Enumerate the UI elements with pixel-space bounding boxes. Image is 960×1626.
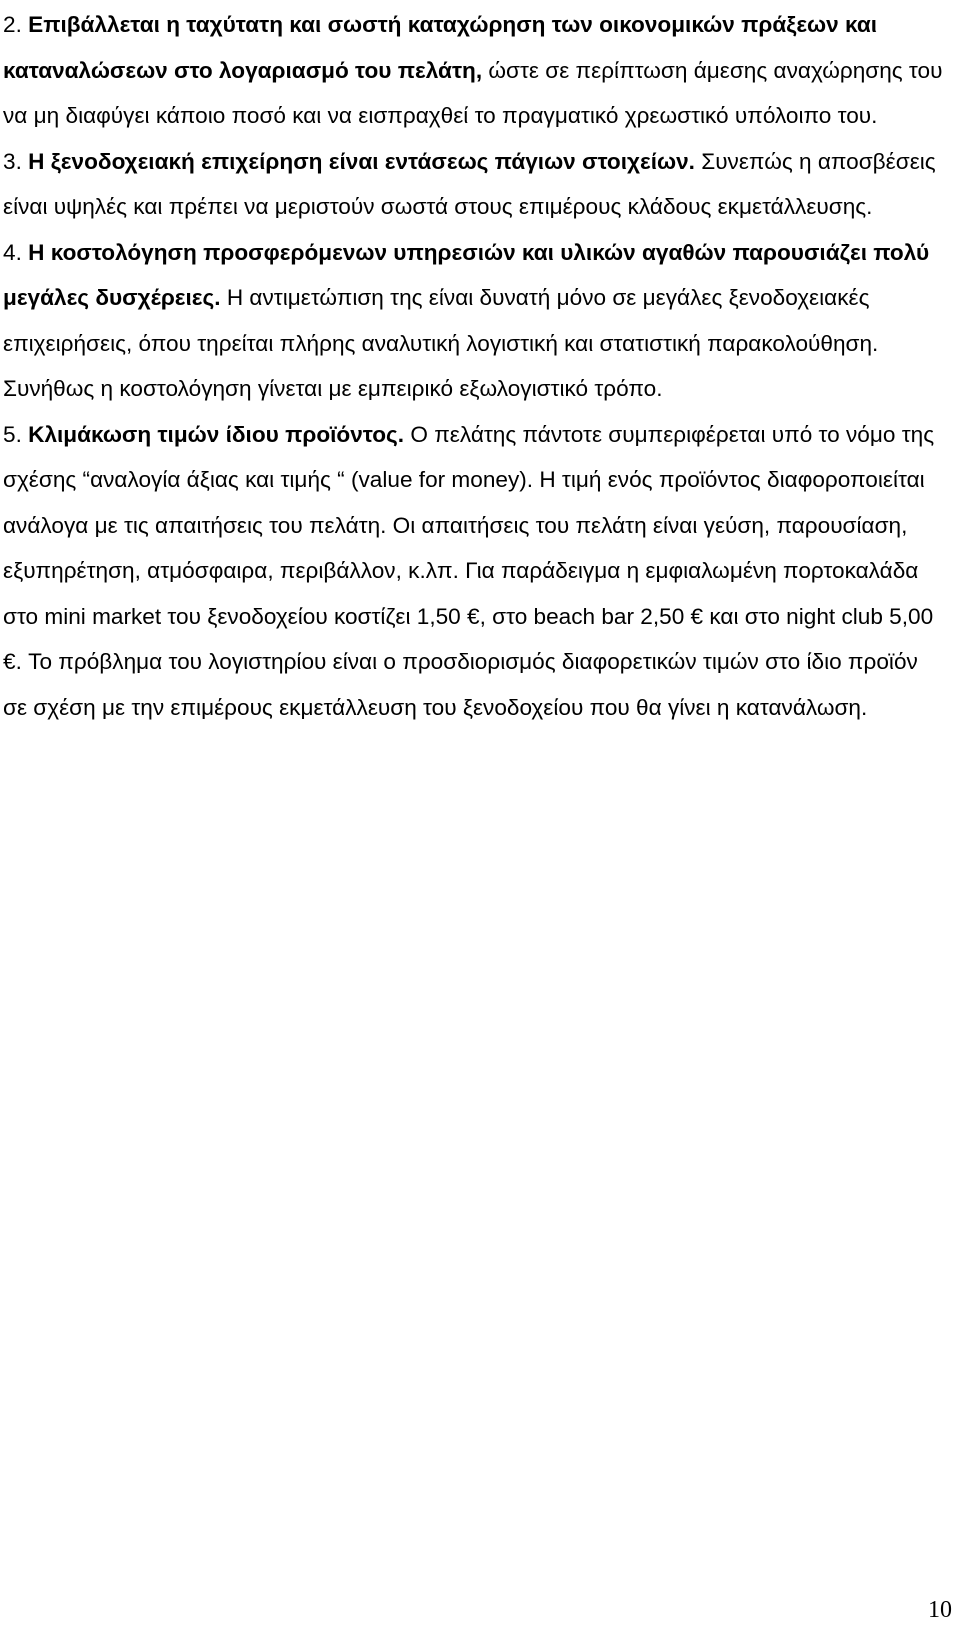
paragraph-text: Ο πελάτης πάντοτε συμπεριφέρεται υπό το νόμο της σχέσης “αναλογία άξιας και τιμής “ (value for money). Η τιμή ενός προϊόντος διαφοροποιείται ανάλογα με τις απαιτήσεις του πελάτη. Οι απαιτήσεις του πελάτη είναι γεύση, παρουσίαση, εξυπηρέτηση, ατμόσφαιρα, περιβάλλον, κ.λπ. Για παράδειγμα η εμφιαλωμένη πορτοκαλάδα στο mini market του ξενοδοχείου κοστίζει 1,50 €, στο beach bar 2,50 € και στο night club 5,00 €. Το πρόβλημα του λογιστηρίου είναι ο προσδιορισμός διαφορετικών τιμών στο ίδιο προϊόν σε σχέση με την επιμέρους εκμετάλλευση του ξενοδοχείου που θα γίνει η κατανάλωση. [3,421,935,720]
paragraph-number: 4. [3,239,22,265]
paragraph-item-2 [3,2,943,139]
paragraph-text: ώστε σε περίπτωση άμεσης αναχώρησης του να μη διαφύγει κάποιο ποσό και να εισπραχθεί το πραγματικό χρεωστικό υπόλοιπο του. [3,57,943,128]
paragraph-heading: Κλιμάκωση τιμών ίδιου προϊόντος. [28,421,405,447]
paragraph-number: 2. [3,12,22,37]
paragraph-text: Συνεπώς η αποσβέσεις είναι υψηλές και πρέπει να μεριστούν σωστά στους επιμέρους κλάδους εκμετάλλευσης. [3,148,936,219]
paragraph-heading: Επιβάλλεται η ταχύτατη και σωστή καταχώρηση των οικονομικών πράξεων και καταναλώσεων στο λογαριασμό του πελάτη, [3,12,877,83]
paragraph-number: 3. [3,148,22,174]
document-body [3,2,943,730]
paragraph-item-4 [3,230,943,412]
paragraph-heading: Η ξενοδοχειακή επιχείρηση είναι εντάσεως πάγιων στοιχείων. [28,148,695,174]
paragraph-item-5 [3,412,943,731]
paragraph-text: Η αντιμετώπιση της είναι δυνατή μόνο σε μεγάλες ξενοδοχειακές επιχειρήσεις, όπου τηρείται πλήρης αναλυτική λογιστική και στατιστική παρακολούθηση. Συνήθως η κοστολόγηση γίνεται με εμπειρικό εξωλογιστικό τρόπο. [3,285,879,401]
paragraph-number: 5. [3,421,22,447]
paragraph-item-3 [3,139,943,230]
paragraph-heading: Η κοστολόγηση προσφερόμενων υπηρεσιών και υλικών αγαθών παρουσιάζει πολύ μεγάλες δυσχέρειες. [3,239,930,310]
page-number: 10 [928,1597,952,1623]
